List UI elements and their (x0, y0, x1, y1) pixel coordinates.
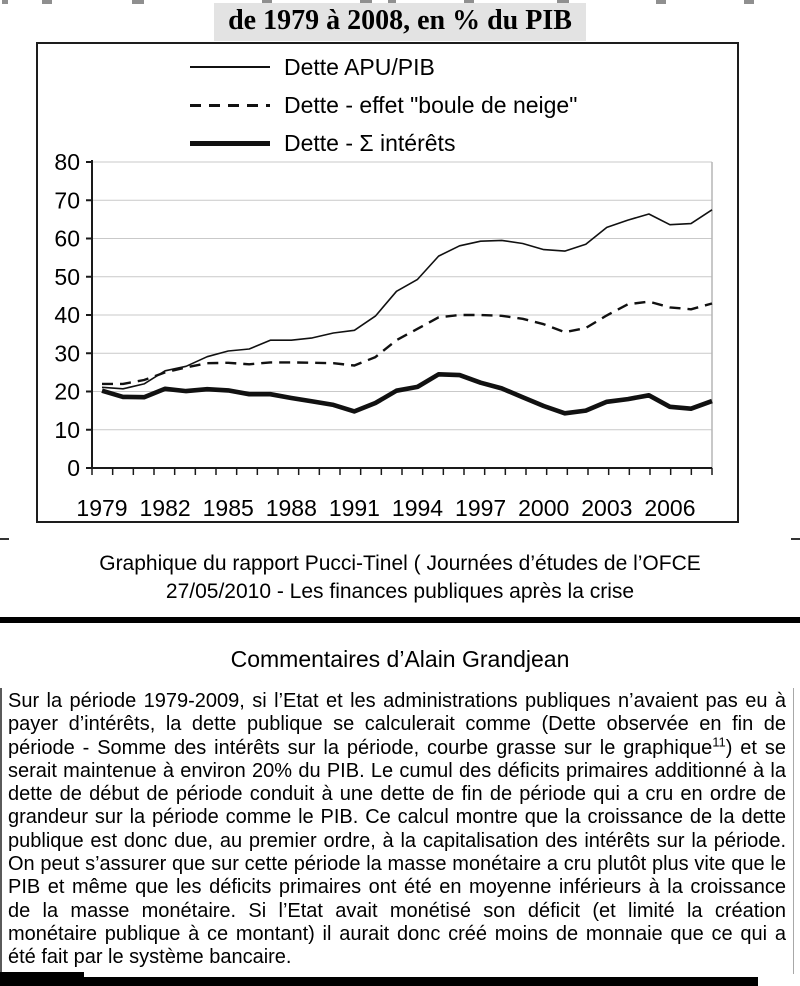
paragraph-right-border (793, 688, 794, 974)
svg-text:40: 40 (54, 302, 80, 328)
svg-text:1985: 1985 (202, 495, 254, 521)
footnote-marker: 11 (712, 733, 726, 749)
svg-text:1979: 1979 (76, 495, 128, 521)
chart-title: de 1979 à 2008, en % du PIB (214, 3, 586, 41)
horizontal-rule (0, 617, 800, 623)
paragraph-text: ) et se serait maintenue à environ 20% du PIB. Le cumul des déficits primaires additionné à la dette de début de période conduit à une dette de fin de période qui a cru en ordre de grandeur sur la période comme le PIB. Ce calcul montre que la croissance de la dette publique est donc due, au premier ordre, à la capitalisation des intérêts sur la période. On peut s’assurer que sur cette période la masse monétaire a cru plutôt plus vite que le PIB et même que les déficits primaires ont été en moyenne inférieurs à la croissance de la masse monétaire. Si l’Etat avait monétisé son déficit (et limité la création monétaire publique à ce montant) il aurait donc créé moins de monnaie que ce qui a été fait par le système bancaire. (8, 736, 787, 969)
caption-line-1: Graphique du rapport Pucci-Tinel ( Journées d’études de l’OFCE (99, 552, 701, 575)
chart-caption (0, 550, 800, 606)
legend-label: Dette - Σ intérêts (284, 129, 456, 156)
legend-label: Dette - effet "boule de neige" (284, 91, 578, 118)
svg-text:60: 60 (54, 225, 80, 252)
paragraph-left-border (0, 688, 2, 986)
svg-text:20: 20 (54, 378, 80, 405)
chart-title-row (0, 3, 800, 41)
svg-text:1982: 1982 (139, 495, 191, 521)
svg-text:50: 50 (54, 263, 80, 290)
edge-rule-mark-right (791, 538, 800, 540)
svg-text:2000: 2000 (518, 495, 570, 521)
edge-rule-mark-left (0, 538, 9, 540)
legend-label: Dette APU/PIB (284, 53, 435, 80)
bottom-rule (0, 977, 758, 986)
svg-text:30: 30 (54, 340, 80, 367)
svg-text:1997: 1997 (455, 495, 507, 521)
comments-paragraph (8, 690, 786, 970)
bottom-rule-chunk (0, 972, 84, 986)
comments-heading: Commentaires d’Alain Grandjean (230, 646, 570, 672)
debt-chart-plot (38, 44, 737, 521)
svg-text:0: 0 (67, 455, 80, 481)
caption-line-2: 27/05/2010 - Les finances publiques après la crise (165, 580, 635, 603)
svg-text:2003: 2003 (581, 495, 633, 521)
svg-text:1991: 1991 (328, 495, 380, 521)
svg-text:2006: 2006 (644, 495, 696, 521)
svg-text:80: 80 (54, 149, 80, 175)
svg-text:70: 70 (54, 187, 80, 214)
svg-text:10: 10 (54, 416, 80, 443)
paragraph-text: Sur la période 1979-2009, si l’Etat et les administrations publiques n’avaient pas eu à payer d’intérêts, la dette publique se calculerait comme (Dette observée en fin de période - Somme des intérêts sur la période, courbe grasse sur le graphique (8, 690, 786, 759)
svg-text:1994: 1994 (391, 495, 444, 521)
debt-chart (36, 42, 739, 523)
svg-text:1988: 1988 (265, 495, 317, 521)
